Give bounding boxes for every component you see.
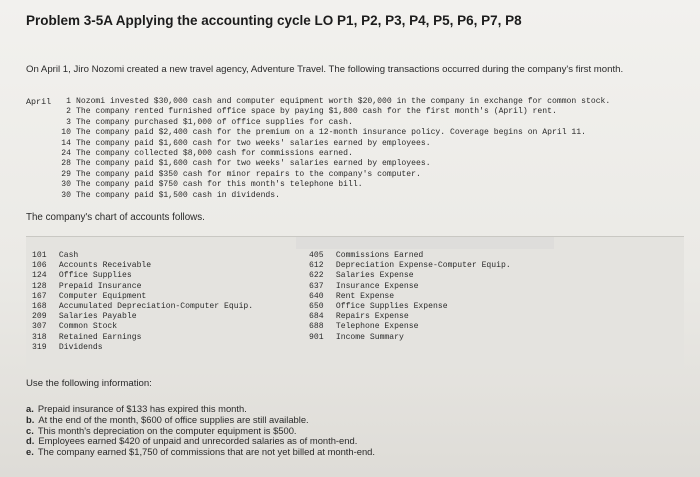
transaction-text: The company rented furnished office space by paying $1,800 cash for the first month's (April) rent. <box>76 107 557 117</box>
account-number: 128 <box>32 281 47 291</box>
transaction-list <box>60 97 610 201</box>
transaction-text: The company purchased $1,000 of office supplies for cash. <box>76 117 353 127</box>
account-name: Prepaid Insurance <box>58 281 142 291</box>
account-number: 640 <box>309 291 324 301</box>
account-name: Accounts Receivable <box>58 261 152 271</box>
account-number: 307 <box>32 322 47 332</box>
account-row <box>32 251 253 261</box>
accounts-left-column <box>32 251 253 353</box>
account-name: Accumulated Depreciation-Computer Equip. <box>58 302 254 312</box>
account-row <box>32 282 253 292</box>
account-row <box>309 333 511 343</box>
transaction-day: 29 <box>61 169 71 179</box>
account-number: 167 <box>32 291 47 301</box>
column-shade <box>296 237 554 249</box>
transaction-day: 10 <box>61 128 71 138</box>
info-text: Employees earned $420 of unpaid and unrecorded salaries as of month-end. <box>38 435 358 447</box>
account-row <box>32 322 253 332</box>
account-name: Retained Earnings <box>58 332 142 342</box>
account-number: 612 <box>309 261 324 271</box>
chart-of-accounts-heading: The company's chart of accounts follows. <box>26 212 205 223</box>
transaction-item <box>60 128 610 138</box>
account-name: Rent Expense <box>335 291 395 301</box>
transaction-month-label: April <box>26 97 52 107</box>
account-name: Income Summary <box>335 332 404 342</box>
info-letter: a. <box>26 403 34 414</box>
transaction-text: The company paid $2,400 cash for the premium on a 12-month insurance policy. Coverage begins on April 11. <box>76 128 586 138</box>
additional-info-heading: Use the following information: <box>26 378 152 389</box>
account-row <box>309 302 511 312</box>
account-name: Cash <box>58 251 79 260</box>
info-text: The company earned $1,750 of commissions that are not yet billed at month-end. <box>37 446 375 458</box>
account-number: 688 <box>309 322 324 332</box>
account-name: Common Stock <box>58 322 118 332</box>
account-name: Commissions Earned <box>335 251 424 260</box>
transaction-text: The company collected $8,000 cash for commissions earned. <box>76 149 353 159</box>
account-number: 901 <box>309 332 324 342</box>
account-number: 622 <box>309 271 324 281</box>
account-number: 124 <box>32 271 47 281</box>
account-name: Office Supplies Expense <box>335 302 448 312</box>
account-row <box>309 322 511 332</box>
transaction-item <box>60 149 610 159</box>
account-row <box>309 251 511 261</box>
account-number: 650 <box>309 302 324 312</box>
account-number: 405 <box>309 251 324 260</box>
transaction-item <box>60 180 610 190</box>
transaction-day: 2 <box>66 107 71 117</box>
transaction-text: Nozomi invested $30,000 cash and computer equipment worth $20,000 in the company in exchange for common stock. <box>76 97 611 106</box>
account-number: 101 <box>32 251 47 260</box>
account-name: Salaries Payable <box>58 312 137 322</box>
transaction-day: 14 <box>61 138 71 148</box>
account-row <box>309 271 511 281</box>
account-number: 106 <box>32 261 47 271</box>
info-letter: b. <box>26 413 35 425</box>
account-name: Dividends <box>58 342 103 352</box>
account-number: 319 <box>32 342 47 352</box>
additional-info-list <box>26 404 375 458</box>
account-row <box>32 292 253 302</box>
transaction-text: The company paid $1,600 cash for two weeks' salaries earned by employees. <box>76 159 431 169</box>
account-row <box>32 302 253 312</box>
account-row <box>309 292 511 302</box>
info-text: At the end of the month, $600 of office supplies are still available. <box>38 413 309 425</box>
transaction-item <box>60 170 610 180</box>
chart-of-accounts-box <box>26 236 684 369</box>
account-row <box>32 271 253 281</box>
account-name: Repairs Expense <box>335 312 409 322</box>
account-row <box>309 261 511 271</box>
account-number: 168 <box>32 302 47 312</box>
transaction-text: The company paid $350 cash for minor repairs to the company's computer. <box>76 169 421 179</box>
account-name: Office Supplies <box>58 271 132 281</box>
info-letter: c. <box>26 424 34 436</box>
info-text: This month's depreciation on the computer equipment is $500. <box>37 424 297 436</box>
info-letter: e. <box>26 446 34 458</box>
transaction-item <box>60 107 610 117</box>
transaction-day: 28 <box>61 159 71 169</box>
transaction-item <box>60 118 610 128</box>
transaction-day: 3 <box>66 117 71 127</box>
account-row <box>32 312 253 322</box>
account-number: 209 <box>32 312 47 322</box>
transaction-day: 30 <box>61 180 71 190</box>
account-row <box>32 333 253 343</box>
transaction-day: 24 <box>61 149 71 159</box>
problem-title: Problem 3-5A Applying the accounting cycle LO P1, P2, P3, P4, P5, P6, P7, P8 <box>26 13 522 28</box>
transaction-item <box>60 191 610 201</box>
account-name: Depreciation Expense-Computer Equip. <box>335 261 511 271</box>
account-number: 637 <box>309 281 324 291</box>
accounts-right-column <box>309 251 511 343</box>
account-name: Insurance Expense <box>335 281 419 291</box>
info-item <box>26 447 375 458</box>
account-row <box>32 261 253 271</box>
transaction-text: The company paid $1,500 cash in dividends. <box>76 190 280 200</box>
info-letter: d. <box>26 435 35 447</box>
account-number: 684 <box>309 312 324 322</box>
account-name: Computer Equipment <box>58 291 147 301</box>
info-text: Prepaid insurance of $133 has expired this month. <box>37 403 247 414</box>
account-row <box>32 343 253 353</box>
account-name: Telephone Expense <box>335 322 419 332</box>
account-number: 318 <box>32 332 47 342</box>
transaction-text: The company paid $1,600 cash for two weeks' salaries earned by employees. <box>76 138 431 148</box>
transaction-item <box>60 97 610 107</box>
transaction-day: 30 <box>61 190 71 200</box>
transaction-item <box>60 159 610 169</box>
transaction-day: 1 <box>66 97 71 106</box>
transaction-item <box>60 139 610 149</box>
account-row <box>309 312 511 322</box>
account-name: Salaries Expense <box>335 271 414 281</box>
problem-intro: On April 1, Jiro Nozomi created a new travel agency, Adventure Travel. The following transactions occurred during the company's first month. <box>26 64 624 75</box>
transaction-text: The company paid $750 cash for this month's telephone bill. <box>76 180 363 190</box>
account-row <box>309 282 511 292</box>
